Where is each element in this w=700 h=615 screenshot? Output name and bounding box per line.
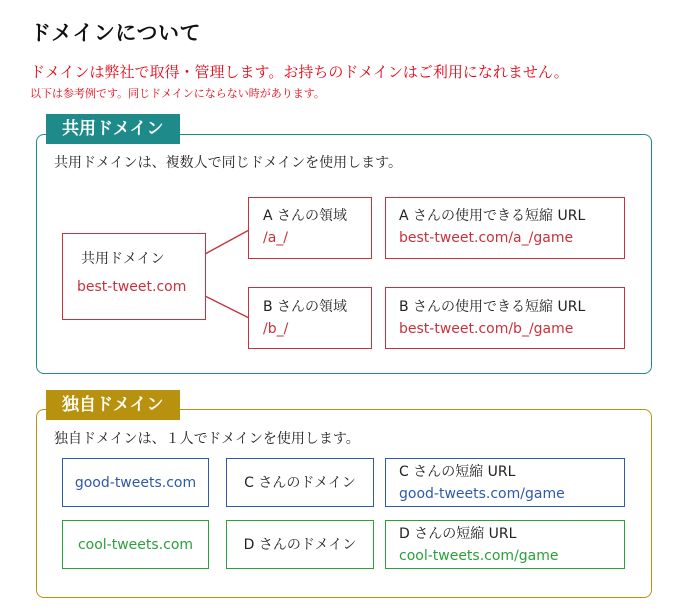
user-b-area-path: /b_/ (263, 321, 289, 337)
shared-domain-box-domain: best-tweet.com (77, 279, 187, 295)
connector-line-b (205, 296, 249, 318)
domain-box-d: cool-tweets.com (62, 520, 209, 569)
shared-domain-tab: 共用ドメイン (46, 114, 180, 144)
user-b-url-box (385, 287, 625, 349)
user-b-url: best-tweet.com/b_/game (399, 321, 574, 337)
connector-line-a (205, 230, 249, 254)
shared-domain-box (62, 233, 206, 320)
owner-box-d: D さんのドメイン (226, 520, 374, 569)
user-b-area-box (248, 287, 372, 349)
shared-domain-box-label: 共用ドメイン (81, 251, 165, 267)
url-box-c-url: good-tweets.com/game (399, 486, 565, 502)
page-title: ドメインについて (30, 21, 201, 45)
notice-text: ドメインは弊社で取得・管理します。お持ちのドメインはご利用になれません。 (30, 63, 569, 81)
user-b-area-label: B さんの領域 (263, 299, 348, 315)
url-box-d-url: cool-tweets.com/game (399, 548, 559, 564)
shared-domain-description: 共用ドメインは、複数人で同じドメインを使用します。 (54, 155, 403, 171)
owner-box-c: C さんのドメイン (226, 458, 374, 507)
own-domain-tab: 独自ドメイン (46, 390, 180, 420)
url-box-d-label: D さんの短縮 URL (399, 526, 517, 542)
user-a-url: best-tweet.com/a_/game (399, 230, 574, 246)
own-domain-description: 独自ドメインは、１人でドメインを使用します。 (54, 431, 360, 447)
user-a-url-box (385, 197, 625, 259)
url-box-d (385, 520, 625, 569)
url-box-c-label: C さんの短縮 URL (399, 464, 516, 480)
url-box-c (385, 458, 625, 507)
user-a-area-path: /a_/ (263, 230, 289, 246)
user-a-url-label: A さんの使用できる短縮 URL (399, 208, 586, 224)
reference-note: 以下は参考例です。同じドメインにならない時があります。 (30, 87, 325, 100)
domain-box-c: good-tweets.com (62, 458, 209, 507)
user-b-url-label: B さんの使用できる短縮 URL (399, 299, 586, 315)
user-a-area-label: A さんの領域 (263, 208, 348, 224)
user-a-area-box (248, 197, 372, 259)
